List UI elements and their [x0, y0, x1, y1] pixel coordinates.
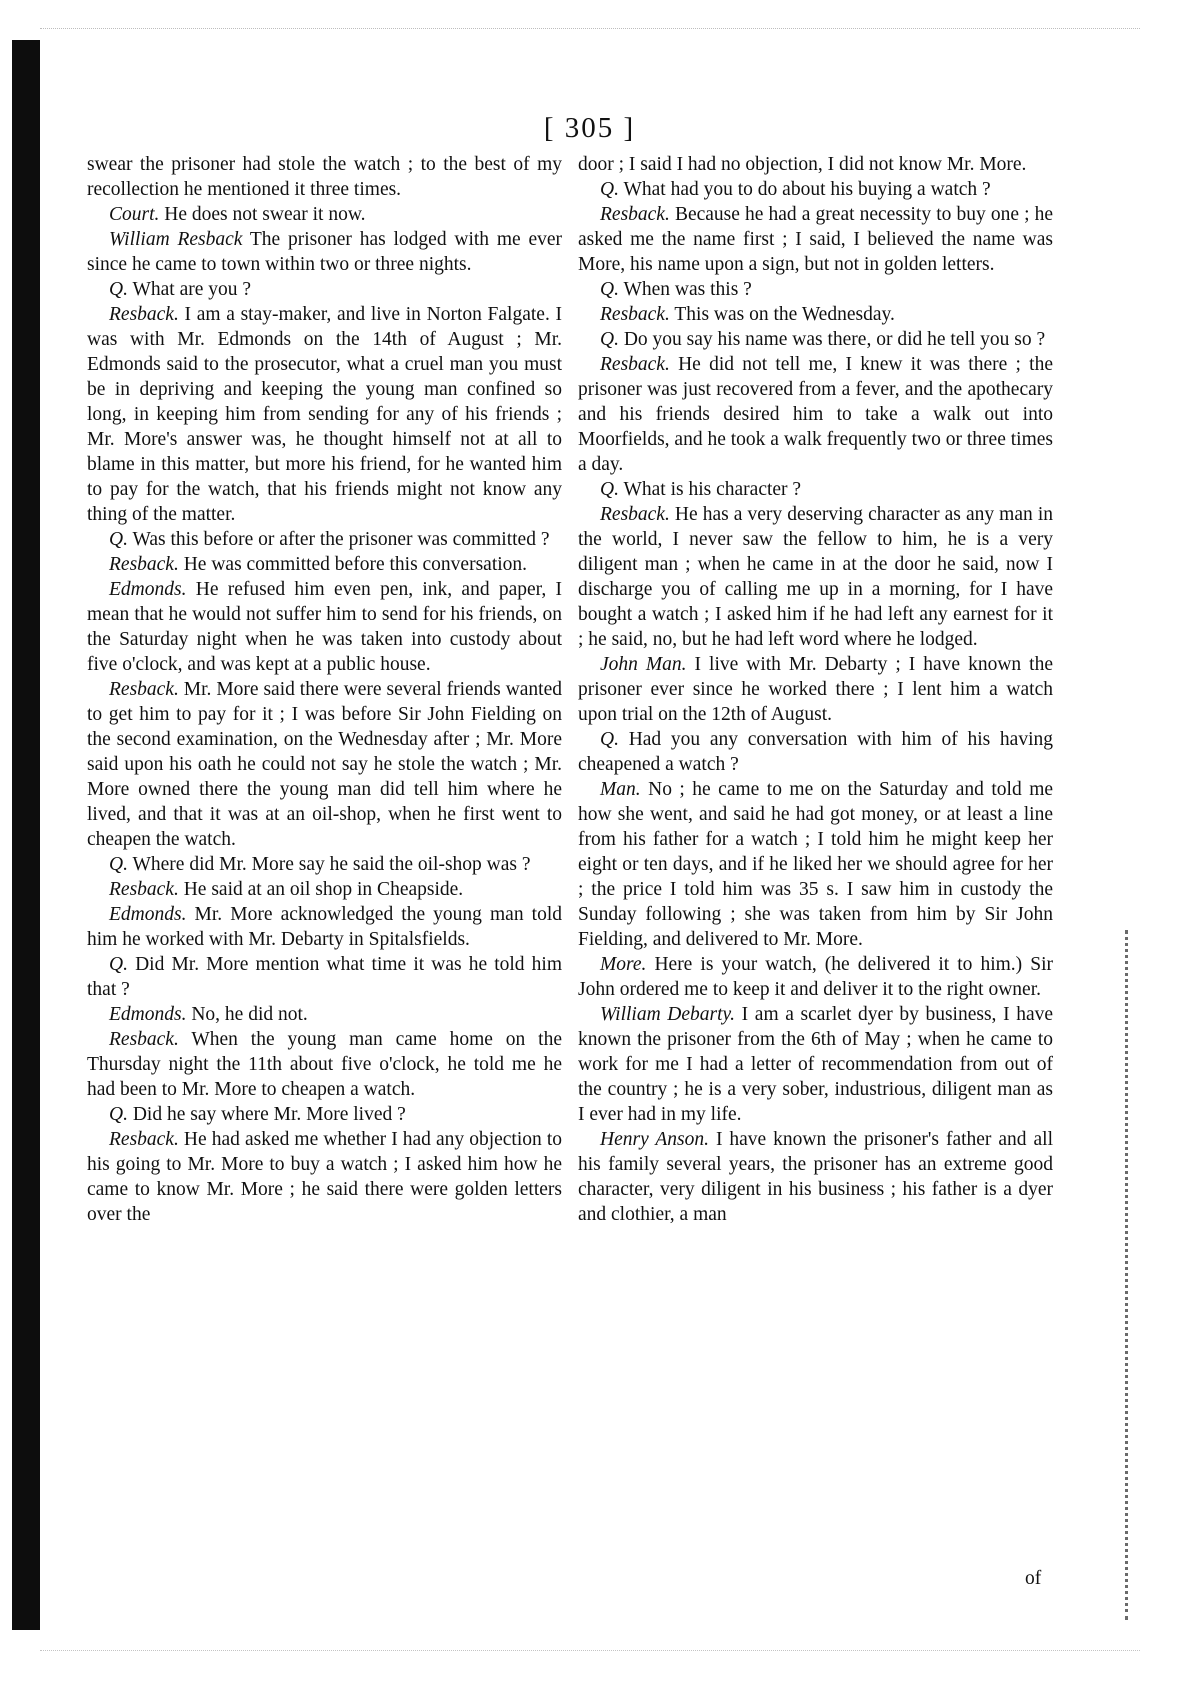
testimony-paragraph — [87, 577, 562, 677]
speaker-name: Q. — [600, 279, 619, 300]
right-edge-marks — [1125, 930, 1132, 1620]
testimony-text: What is his character ? — [623, 479, 802, 500]
top-edge-specks — [40, 28, 1140, 43]
testimony-paragraph — [578, 477, 1053, 502]
testimony-paragraph — [578, 652, 1053, 727]
speaker-name: Edmonds. — [109, 904, 187, 925]
testimony-text: door ; I said I had no objection, I did not know Mr. More. — [578, 154, 1027, 175]
testimony-paragraph — [578, 302, 1053, 327]
speaker-name: John Man. — [600, 654, 687, 675]
testimony-paragraph — [578, 502, 1053, 652]
right-column — [578, 152, 1053, 1632]
testimony-text: Do you say his name was there, or did he tell you so ? — [623, 329, 1046, 350]
testimony-text: Where did Mr. More say he said the oil-shop was ? — [132, 854, 531, 875]
testimony-text: What are you ? — [132, 279, 252, 300]
speaker-name: Edmonds. — [109, 1004, 187, 1025]
testimony-paragraph — [578, 777, 1053, 952]
testimony-paragraph — [87, 227, 562, 277]
bottom-edge-specks — [40, 1650, 1140, 1661]
speaker-name: Q. — [109, 279, 128, 300]
testimony-paragraph — [578, 952, 1053, 1002]
speaker-name: Resback. — [600, 304, 670, 325]
testimony-text: He refused him even pen, ink, and paper, I mean that he would not suffer him to send for his friends, on the Saturday night when he was taken into custody about five o'clock, and was kept at a public house. — [87, 579, 562, 675]
speaker-name: Resback. — [600, 504, 670, 525]
testimony-paragraph — [87, 852, 562, 877]
testimony-paragraph — [578, 277, 1053, 302]
testimony-paragraph — [578, 327, 1053, 352]
testimony-paragraph — [87, 877, 562, 902]
testimony-text: He said at an oil shop in Cheapside. — [183, 879, 464, 900]
testimony-paragraph — [87, 1102, 562, 1127]
testimony-text: He had asked me whether I had any objection to his going to Mr. More to buy a watch ; I asked him how he came to know Mr. More ; he said there were golden letters over the — [87, 1129, 563, 1225]
testimony-text: He does not swear it now. — [164, 204, 366, 225]
testimony-paragraph — [87, 1127, 562, 1227]
speaker-name: Q. — [600, 329, 619, 350]
speaker-name: Q. — [600, 479, 619, 500]
page-number: [ 305 ] — [543, 112, 636, 144]
testimony-text: Because he had a great necessity to buy one ; he asked me the name first ; I said, I believed the name was More, his name upon a sign, but not in golden letters. — [578, 204, 1054, 275]
testimony-paragraph — [87, 527, 562, 552]
testimony-paragraph — [578, 1002, 1053, 1127]
book-spine-shadow — [12, 40, 40, 1630]
testimony-text: No ; he came to me on the Saturday and told me how she went, and said he had got money, or at least a line from his father for a watch ; I told him he might keep her eight or ten days, and if he liked her we should agree for her ; the price I told him was 35 s. I saw him in custody the Sunday following ; she was taken from him by Sir John Fielding, and delivered to Mr. More. — [578, 779, 1054, 950]
testimony-text: He did not tell me, I knew it was there ; the prisoner was just recovered from a fever, and the apothecary and his friends desired him to take a walk out into Moorfields, and he took a walk frequently two or three times a day. — [578, 354, 1053, 475]
testimony-paragraph — [578, 152, 1053, 177]
testimony-paragraph — [87, 202, 562, 227]
speaker-name: Resback. — [109, 304, 179, 325]
testimony-paragraph — [578, 352, 1053, 477]
testimony-paragraph — [87, 552, 562, 577]
speaker-name: Q. — [109, 1104, 128, 1125]
speaker-name: William Debarty. — [600, 1004, 736, 1025]
left-column — [87, 152, 562, 1632]
testimony-paragraph — [87, 302, 562, 527]
speaker-name: Resback. — [600, 354, 670, 375]
testimony-text: swear the prisoner had stole the watch ; to the best of my recollection he mentioned it three times. — [87, 154, 562, 200]
testimony-paragraph — [578, 727, 1053, 777]
testimony-text: No, he did not. — [191, 1004, 308, 1025]
speaker-name: Edmonds. — [109, 579, 187, 600]
testimony-text: Did he say where Mr. More lived ? — [132, 1104, 406, 1125]
testimony-text: He has a very deserving character as any man in the world, I never saw the fellow to him, he is a very diligent man ; when he came in at the door he said, now I discharge you of calling me up in a morning, for I have bought a watch ; I asked him if he had left any earnest for it ; he said, no, but he had left word where he lodged. — [578, 504, 1053, 650]
testimony-paragraph — [87, 277, 562, 302]
testimony-paragraph — [87, 902, 562, 952]
testimony-text: I am a stay-maker, and live in Norton Falgate. I was with Mr. Edmonds on the 14th of August ; Mr. Edmonds said to the prosecutor, what a cruel man you must be in depriving and keeping the young man confined so long, in keeping him from sending for any of his friends ; Mr. More's answer was, he thought himself not at all to blame in this matter, but more his friend, for he wanted him to pay for the watch, that his friends might not know any thing of the matter. — [87, 304, 563, 525]
testimony-text: I live with Mr. Debarty ; I have known the prisoner ever since he worked there ; I lent him a watch upon trial on the 12th of August. — [578, 654, 1053, 725]
speaker-name: Resback. — [109, 554, 179, 575]
testimony-paragraph — [87, 677, 562, 852]
speaker-name: More. — [600, 954, 647, 975]
testimony-text: Here is your watch, (he delivered it to him.) Sir John ordered me to keep it and deliver it to the right owner. — [578, 954, 1053, 1000]
speaker-name: Q. — [109, 954, 128, 975]
speaker-name: Man. — [600, 779, 641, 800]
speaker-name: Resback. — [109, 879, 179, 900]
speaker-name: Henry Anson. — [600, 1129, 709, 1150]
testimony-text: I am a scarlet dyer by business, I have known the prisoner from the 6th of May ; when he came to work for me I had a letter of recommendation from out of the country ; he is a very sober, industrious, diligent man as I ever had in my life. — [578, 1004, 1054, 1125]
speaker-name: William Resback — [109, 229, 243, 250]
speaker-name: Resback. — [109, 1029, 179, 1050]
testimony-paragraph — [87, 1027, 562, 1102]
testimony-paragraph — [87, 952, 562, 1002]
speaker-name: Q. — [109, 854, 128, 875]
testimony-paragraph — [578, 202, 1053, 277]
speaker-name: Resback. — [109, 679, 179, 700]
testimony-text: Was this before or after the prisoner was committed ? — [132, 529, 550, 550]
speaker-name: Resback. — [109, 1129, 179, 1150]
testimony-text: I have known the prisoner's father and all his family several years, the prisoner has an extreme good character, very diligent in his business ; his father is a dyer and clothier, a man — [578, 1129, 1053, 1225]
testimony-text: Mr. More acknowledged the young man told him he worked with Mr. Debarty in Spitalsfields. — [87, 904, 562, 950]
catchword: of — [1025, 1568, 1042, 1589]
testimony-paragraph — [87, 1002, 562, 1027]
speaker-name: Q. — [600, 729, 619, 750]
speaker-name: Court. — [109, 204, 160, 225]
testimony-text: When was this ? — [623, 279, 752, 300]
testimony-text: The prisoner has lodged with me ever since he came to town within two or three nights. — [87, 229, 562, 275]
testimony-text: This was on the Wednesday. — [674, 304, 895, 325]
testimony-text: Did Mr. More mention what time it was he told him that ? — [87, 954, 562, 1000]
testimony-text: What had you to do about his buying a watch ? — [623, 179, 991, 200]
testimony-text: When the young man came home on the Thursday night the 11th about five o'clock, he told me he had been to Mr. More to cheapen a watch. — [87, 1029, 562, 1100]
testimony-text: Mr. More said there were several friends wanted to get him to pay for it ; I was before Sir John Fielding on the second examination, on the Wednesday after ; Mr. More said upon his oath he could not say he stole the watch ; Mr. More owned there the young man did tell him where he lived, and that it was at an oil-shop, when he first went to cheapen the watch. — [87, 679, 563, 850]
testimony-paragraph — [87, 152, 562, 202]
speaker-name: Q. — [600, 179, 619, 200]
testimony-paragraph — [578, 1127, 1053, 1227]
testimony-paragraph — [578, 177, 1053, 202]
speaker-name: Q. — [109, 529, 128, 550]
speaker-name: Resback. — [600, 204, 670, 225]
testimony-text: Had you any conversation with him of his having cheapened a watch ? — [578, 729, 1053, 775]
testimony-text: He was committed before this conversation. — [183, 554, 528, 575]
